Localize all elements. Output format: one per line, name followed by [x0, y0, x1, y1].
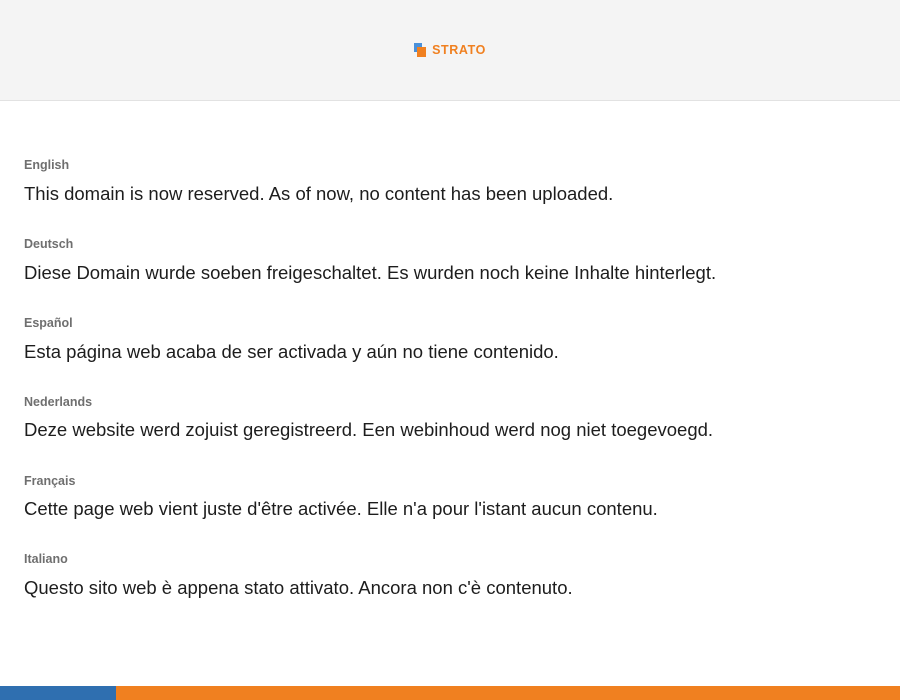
- language-message: Questo sito web è appena stato attivato. Ancora non c'è contenuto.: [24, 577, 573, 599]
- language-label: Italiano: [24, 552, 68, 567]
- language-message: Cette page web vient juste d'être activée. Elle n'a pour l'istant aucun contenu.: [24, 498, 658, 520]
- language-message: Deze website werd zojuist geregistreerd. Een webinhoud werd nog niet toegevoegd.: [24, 419, 714, 441]
- footer-orange-segment: [116, 686, 900, 700]
- strato-logo: [414, 43, 486, 58]
- language-label: Français: [24, 473, 76, 488]
- footer-blue-segment: [0, 686, 116, 700]
- language-label: English: [24, 158, 70, 172]
- strato-squares-logo-icon: [414, 43, 427, 58]
- message-block-espanol: [24, 317, 876, 363]
- language-label: Nederlands: [24, 394, 93, 409]
- message-list: [0, 101, 900, 599]
- message-block-italiano: [24, 553, 876, 599]
- message-block-deutsch: [24, 238, 876, 284]
- message-block-nederlands: [24, 396, 876, 442]
- language-label: Deutsch: [24, 236, 74, 251]
- language-message: Diese Domain wurde soeben freigeschaltet. Es wurden noch keine Inhalte hinterlegt.: [24, 261, 717, 283]
- language-message: Esta página web acaba de ser activada y aún no tiene contenido.: [24, 340, 559, 362]
- message-block-english: [24, 159, 876, 205]
- language-message: This domain is now reserved. As of now, no content has been uploaded.: [24, 182, 614, 204]
- logo-wordmark: STRATO: [432, 43, 486, 57]
- footer-color-bar: [0, 686, 900, 700]
- language-label: Español: [24, 315, 73, 330]
- message-block-francais: [24, 475, 876, 521]
- page-header: [0, 0, 900, 101]
